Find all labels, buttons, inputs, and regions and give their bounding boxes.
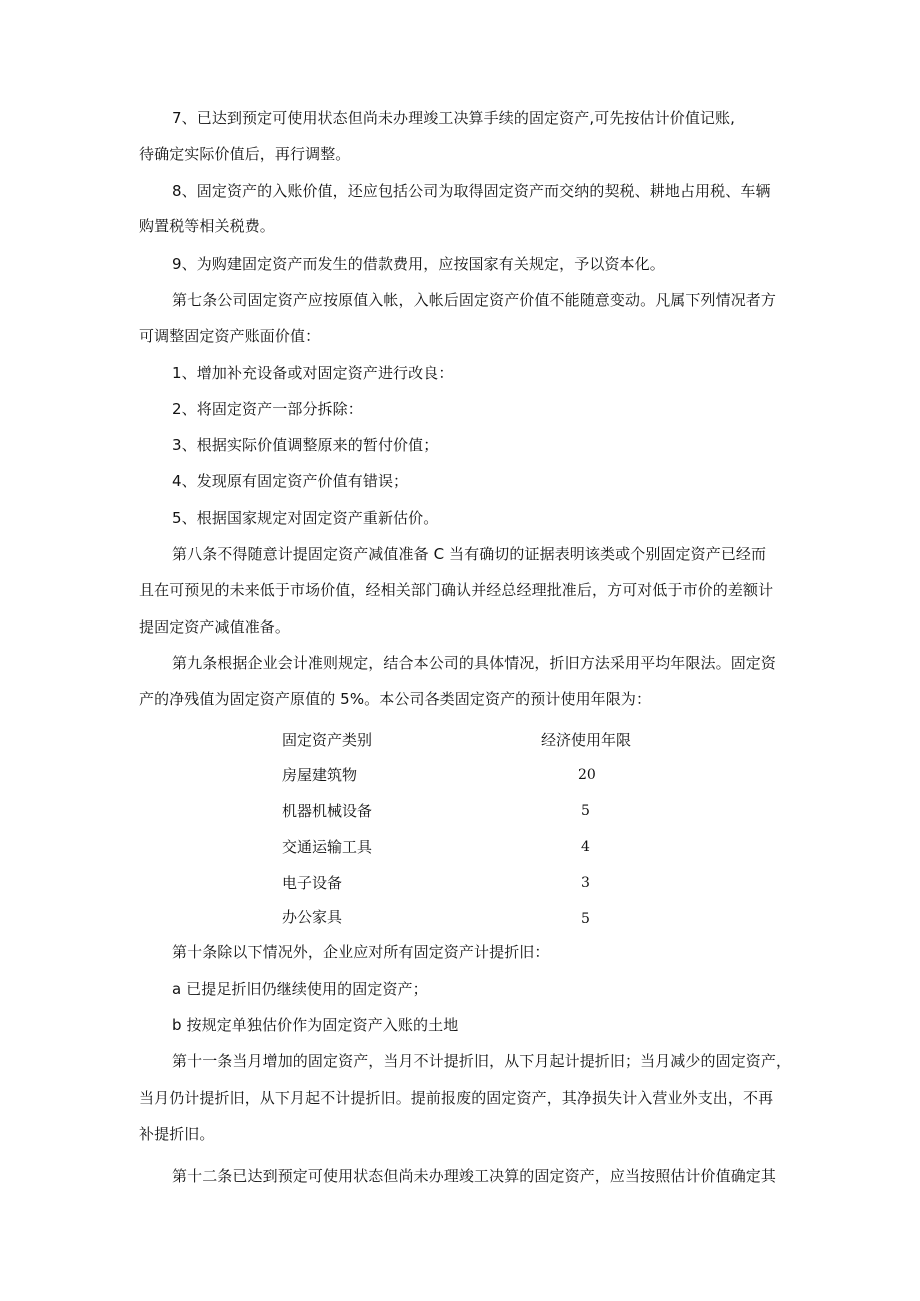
article-11-line-1: 第十一条当月增加的固定资产，当月不计提折旧，从下月起计提折旧；当月减少的固定资产， xyxy=(172,1052,792,1070)
article-7-list-item-2: 2、将固定资产一部分拆除： xyxy=(172,400,363,418)
table-row-years: 5 xyxy=(581,911,590,927)
paragraph-item-8-line-2: 购置税等相关税费。 xyxy=(139,217,275,235)
article-8-line-2: 且在可预见的未来低于市场价值，经相关部门确认并经总经理批准后，方可对低于市价的差额计 xyxy=(139,581,774,599)
article-8-line-1: 第八条不得随意计提固定资产减值准备 C 当有确切的证据表明该类或个别固定资产已经而 xyxy=(172,545,767,563)
table-row-years: 4 xyxy=(581,839,590,855)
article-10-item-a: a 已提足折旧仍继续使用的固定资产； xyxy=(172,980,428,998)
paragraph-item-7-line-1: 7、已达到预定可使用状态但尚未办理竣工决算手续的固定资产,可先按估计价值记账, xyxy=(172,109,735,127)
article-7-list-item-4: 4、发现原有固定资产价值有错误； xyxy=(172,472,409,490)
table-row-years: 3 xyxy=(581,875,590,891)
article-9-line-2: 产的净残值为固定资产原值的 5%。本公司各类固定资产的预计使用年限为： xyxy=(139,690,652,708)
table-row-category: 机器机械设备 xyxy=(282,802,373,820)
paragraph-item-9: 9、为购建固定资产而发生的借款费用，应按国家有关规定，予以资本化。 xyxy=(172,255,665,273)
table-row-category: 房屋建筑物 xyxy=(282,766,358,784)
article-7-list-item-1: 1、增加补充设备或对固定资产进行改良： xyxy=(172,364,454,382)
article-8-line-3: 提固定资产减值准备。 xyxy=(139,618,291,636)
table-row-years: 20 xyxy=(578,767,596,783)
table-header-years: 经济使用年限 xyxy=(541,731,632,749)
article-10-line-1: 第十条除以下情况外，企业应对所有固定资产计提折旧： xyxy=(172,943,550,961)
article-10-item-b: b 按规定单独估价作为固定资产入账的土地 xyxy=(172,1016,459,1034)
article-7-list-item-5: 5、根据国家规定对固定资产重新估价。 xyxy=(172,509,439,527)
article-7-line-1: 第七条公司固定资产应按原值入帐，入帐后固定资产价值不能随意变动。凡属下列情况者方 xyxy=(172,291,777,309)
article-9-line-1: 第九条根据企业会计准则规定，结合本公司的具体情况，折旧方法采用平均年限法。固定资 xyxy=(172,654,777,672)
article-7-line-2: 可调整固定资产账面价值： xyxy=(139,327,321,345)
article-7-list-item-3: 3、根据实际价值调整原来的暂付价值； xyxy=(172,436,439,454)
article-11-line-3: 补提折旧。 xyxy=(139,1125,215,1143)
article-12-line-1: 第十二条已达到预定可使用状态但尚未办理竣工决算的固定资产，应当按照估计价值确定其 xyxy=(172,1167,777,1185)
table-row-category: 电子设备 xyxy=(282,874,343,892)
paragraph-item-8-line-1: 8、固定资产的入账价值，还应包括公司为取得固定资产而交纳的契税、耕地占用税、车辆 xyxy=(172,182,771,200)
table-row-years: 5 xyxy=(581,803,590,819)
article-11-line-2: 当月仍计提折旧，从下月起不计提折旧。提前报废的固定资产，其净损失计入营业外支出，不再 xyxy=(139,1089,774,1107)
table-row-category: 办公家具 xyxy=(282,908,343,926)
table-row-category: 交通运输工具 xyxy=(282,838,373,856)
paragraph-item-7-line-2: 待确定实际价值后，再行调整。 xyxy=(139,145,351,163)
table-header-category: 固定资产类别 xyxy=(282,731,373,749)
